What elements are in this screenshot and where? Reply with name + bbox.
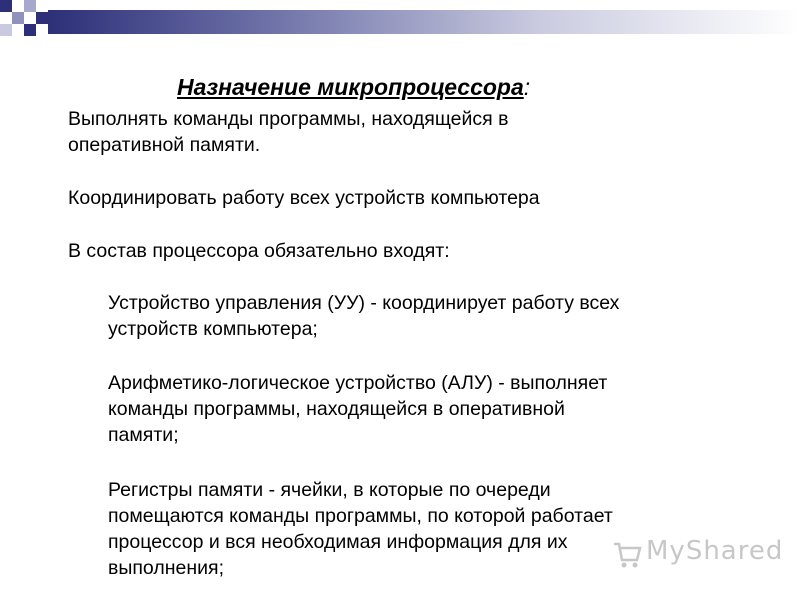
text-line: выполнения; xyxy=(108,557,224,579)
text-line: оперативной памяти. xyxy=(68,134,261,156)
text-line: Регистры памяти - ячейки, в которые по очереди xyxy=(108,479,551,501)
text-line: Координировать работу всех устройств компьютера xyxy=(68,187,540,209)
header-square xyxy=(24,12,36,24)
header-square xyxy=(0,0,12,12)
text-line: команды программы, находящейся в оперативной xyxy=(108,398,565,420)
slide-title-text: Назначение микропроцессора xyxy=(177,74,524,100)
cart-icon xyxy=(612,538,642,570)
watermark xyxy=(612,534,784,574)
header-square xyxy=(24,24,36,36)
header-square xyxy=(12,12,24,24)
header-square xyxy=(24,0,36,12)
paragraph-control-unit xyxy=(108,290,619,342)
header-square xyxy=(12,24,24,36)
header-square xyxy=(36,12,48,24)
text-line: памяти; xyxy=(108,424,179,446)
paragraph-alu xyxy=(108,370,607,448)
text-line: Арифметико-логическое устройство (АЛУ) - выполняет xyxy=(108,372,608,394)
paragraph-registers xyxy=(108,477,613,581)
text-line: помещаются команды программы, по которой работает xyxy=(108,505,613,527)
watermark-text: MyShared xyxy=(646,536,784,566)
text-line: В состав процессора обязательно входят: xyxy=(68,240,450,262)
slide-title xyxy=(177,74,530,101)
header-gradient-bar xyxy=(48,10,800,34)
header-square xyxy=(0,12,12,24)
text-line: устройств компьютера; xyxy=(108,318,318,340)
text-line: Выполнять команды программы, находящейся в xyxy=(68,108,509,130)
header-square xyxy=(0,24,12,36)
header-square xyxy=(36,0,48,12)
paragraph-composition-intro xyxy=(68,238,450,264)
header-square xyxy=(12,0,24,12)
text-line: процессор и вся необходимая информация для их xyxy=(108,531,568,553)
header-square xyxy=(36,24,48,36)
paragraph-purpose-execute xyxy=(68,106,509,158)
text-line: Устройство управления (УУ) - координирует работу всех xyxy=(108,292,620,314)
paragraph-purpose-coordinate xyxy=(68,185,540,211)
header-decoration xyxy=(0,0,800,40)
slide-title-colon: : xyxy=(523,74,531,100)
